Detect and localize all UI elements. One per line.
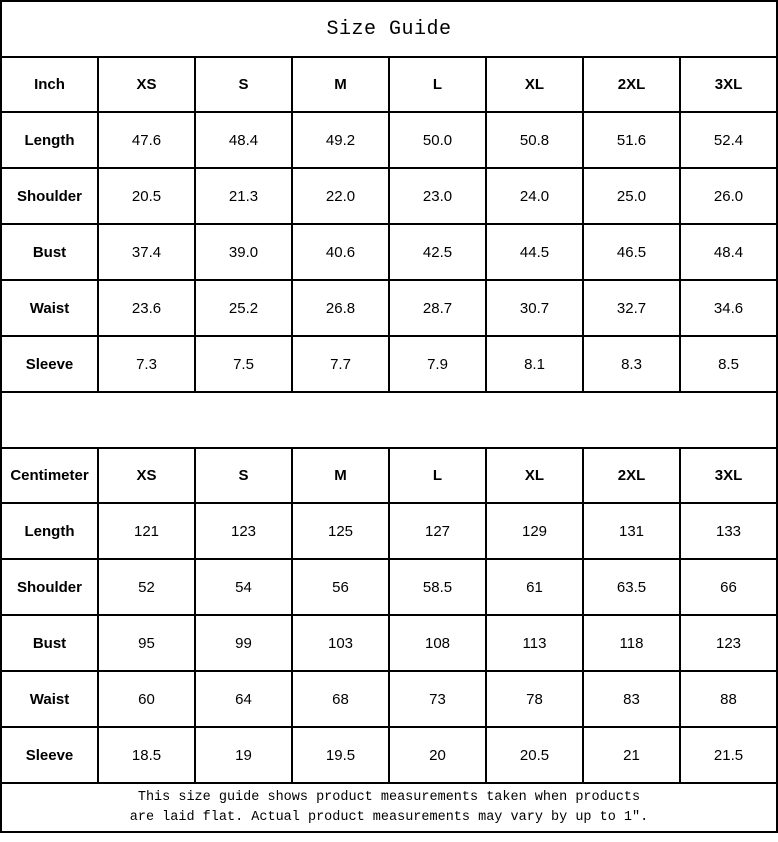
measurement-value: 25.0 — [583, 168, 680, 224]
measurement-value: 44.5 — [486, 224, 583, 280]
measurement-value: 133 — [680, 503, 777, 559]
measurement-value: 8.3 — [583, 336, 680, 392]
measurement-value: 20.5 — [98, 168, 195, 224]
measurement-value: 42.5 — [389, 224, 486, 280]
measurement-value: 63.5 — [583, 559, 680, 615]
measurement-value: 78 — [486, 671, 583, 727]
row-label: Sleeve — [1, 727, 98, 783]
size-header-3xl: 3XL — [680, 448, 777, 503]
measurement-value: 127 — [389, 503, 486, 559]
cm-row-waist — [1, 671, 777, 727]
measurement-value: 8.1 — [486, 336, 583, 392]
footer-note-line2: are laid flat. Actual product measurements may vary by up to 1″. — [129, 809, 649, 825]
measurement-value: 52 — [98, 559, 195, 615]
cm-unit-header: Centimeter — [1, 448, 98, 503]
title-row — [1, 1, 777, 57]
measurement-value: 30.7 — [486, 280, 583, 336]
measurement-value: 21.5 — [680, 727, 777, 783]
row-label: Bust — [1, 615, 98, 671]
measurement-value: 99 — [195, 615, 292, 671]
measurement-value: 46.5 — [583, 224, 680, 280]
size-header-m: M — [292, 448, 389, 503]
measurement-value: 22.0 — [292, 168, 389, 224]
measurement-value: 129 — [486, 503, 583, 559]
cm-header-row — [1, 448, 777, 503]
size-header-xl: XL — [486, 448, 583, 503]
measurement-value: 32.7 — [583, 280, 680, 336]
inch-header-row — [1, 57, 777, 112]
cm-row-sleeve — [1, 727, 777, 783]
measurement-value: 123 — [680, 615, 777, 671]
inch-row-bust — [1, 224, 777, 280]
measurement-value: 121 — [98, 503, 195, 559]
cm-row-bust — [1, 615, 777, 671]
measurement-value: 39.0 — [195, 224, 292, 280]
size-header-s: S — [195, 448, 292, 503]
measurement-value: 60 — [98, 671, 195, 727]
measurement-value: 103 — [292, 615, 389, 671]
row-label: Shoulder — [1, 168, 98, 224]
measurement-value: 52.4 — [680, 112, 777, 168]
spacer-cell — [1, 392, 777, 448]
footer-row — [1, 783, 777, 832]
row-label: Waist — [1, 280, 98, 336]
row-label: Waist — [1, 671, 98, 727]
inch-unit-header: Inch — [1, 57, 98, 112]
size-header-l: L — [389, 448, 486, 503]
measurement-value: 64 — [195, 671, 292, 727]
measurement-value: 48.4 — [195, 112, 292, 168]
size-header-l: L — [389, 57, 486, 112]
measurement-value: 7.9 — [389, 336, 486, 392]
measurement-value: 28.7 — [389, 280, 486, 336]
measurement-value: 51.6 — [583, 112, 680, 168]
measurement-value: 123 — [195, 503, 292, 559]
size-header-2xl: 2XL — [583, 57, 680, 112]
measurement-value: 20.5 — [486, 727, 583, 783]
measurement-value: 25.2 — [195, 280, 292, 336]
size-header-3xl: 3XL — [680, 57, 777, 112]
measurement-value: 7.5 — [195, 336, 292, 392]
row-label: Bust — [1, 224, 98, 280]
footer-note-line1: This size guide shows product measurements taken when products — [137, 789, 641, 805]
measurement-value: 66 — [680, 559, 777, 615]
measurement-value: 95 — [98, 615, 195, 671]
spacer-row — [1, 392, 777, 448]
measurement-value: 83 — [583, 671, 680, 727]
size-header-xs: XS — [98, 448, 195, 503]
measurement-value: 58.5 — [389, 559, 486, 615]
size-header-xl: XL — [486, 57, 583, 112]
measurement-value: 50.0 — [389, 112, 486, 168]
measurement-value: 56 — [292, 559, 389, 615]
measurement-value: 7.3 — [98, 336, 195, 392]
measurement-value: 20 — [389, 727, 486, 783]
measurement-value: 73 — [389, 671, 486, 727]
inch-row-length — [1, 112, 777, 168]
measurement-value: 37.4 — [98, 224, 195, 280]
measurement-value: 125 — [292, 503, 389, 559]
size-header-m: M — [292, 57, 389, 112]
inch-row-sleeve — [1, 336, 777, 392]
measurement-value: 88 — [680, 671, 777, 727]
measurement-value: 48.4 — [680, 224, 777, 280]
size-header-2xl: 2XL — [583, 448, 680, 503]
measurement-value: 118 — [583, 615, 680, 671]
inch-row-shoulder — [1, 168, 777, 224]
size-header-s: S — [195, 57, 292, 112]
cm-row-length — [1, 503, 777, 559]
row-label: Length — [1, 112, 98, 168]
row-label: Sleeve — [1, 336, 98, 392]
measurement-value: 61 — [486, 559, 583, 615]
footer-note — [1, 783, 777, 832]
measurement-value: 131 — [583, 503, 680, 559]
page-title: Size Guide — [1, 1, 777, 57]
measurement-value: 108 — [389, 615, 486, 671]
measurement-value: 19.5 — [292, 727, 389, 783]
measurement-value: 49.2 — [292, 112, 389, 168]
measurement-value: 23.6 — [98, 280, 195, 336]
measurement-value: 18.5 — [98, 727, 195, 783]
measurement-value: 113 — [486, 615, 583, 671]
measurement-value: 47.6 — [98, 112, 195, 168]
measurement-value: 19 — [195, 727, 292, 783]
measurement-value: 68 — [292, 671, 389, 727]
measurement-value: 34.6 — [680, 280, 777, 336]
measurement-value: 26.8 — [292, 280, 389, 336]
inch-row-waist — [1, 280, 777, 336]
measurement-value: 21.3 — [195, 168, 292, 224]
measurement-value: 24.0 — [486, 168, 583, 224]
measurement-value: 7.7 — [292, 336, 389, 392]
cm-row-shoulder — [1, 559, 777, 615]
measurement-value: 26.0 — [680, 168, 777, 224]
measurement-value: 50.8 — [486, 112, 583, 168]
row-label: Shoulder — [1, 559, 98, 615]
measurement-value: 21 — [583, 727, 680, 783]
measurement-value: 54 — [195, 559, 292, 615]
size-header-xs: XS — [98, 57, 195, 112]
measurement-value: 8.5 — [680, 336, 777, 392]
measurement-value: 23.0 — [389, 168, 486, 224]
row-label: Length — [1, 503, 98, 559]
measurement-value: 40.6 — [292, 224, 389, 280]
